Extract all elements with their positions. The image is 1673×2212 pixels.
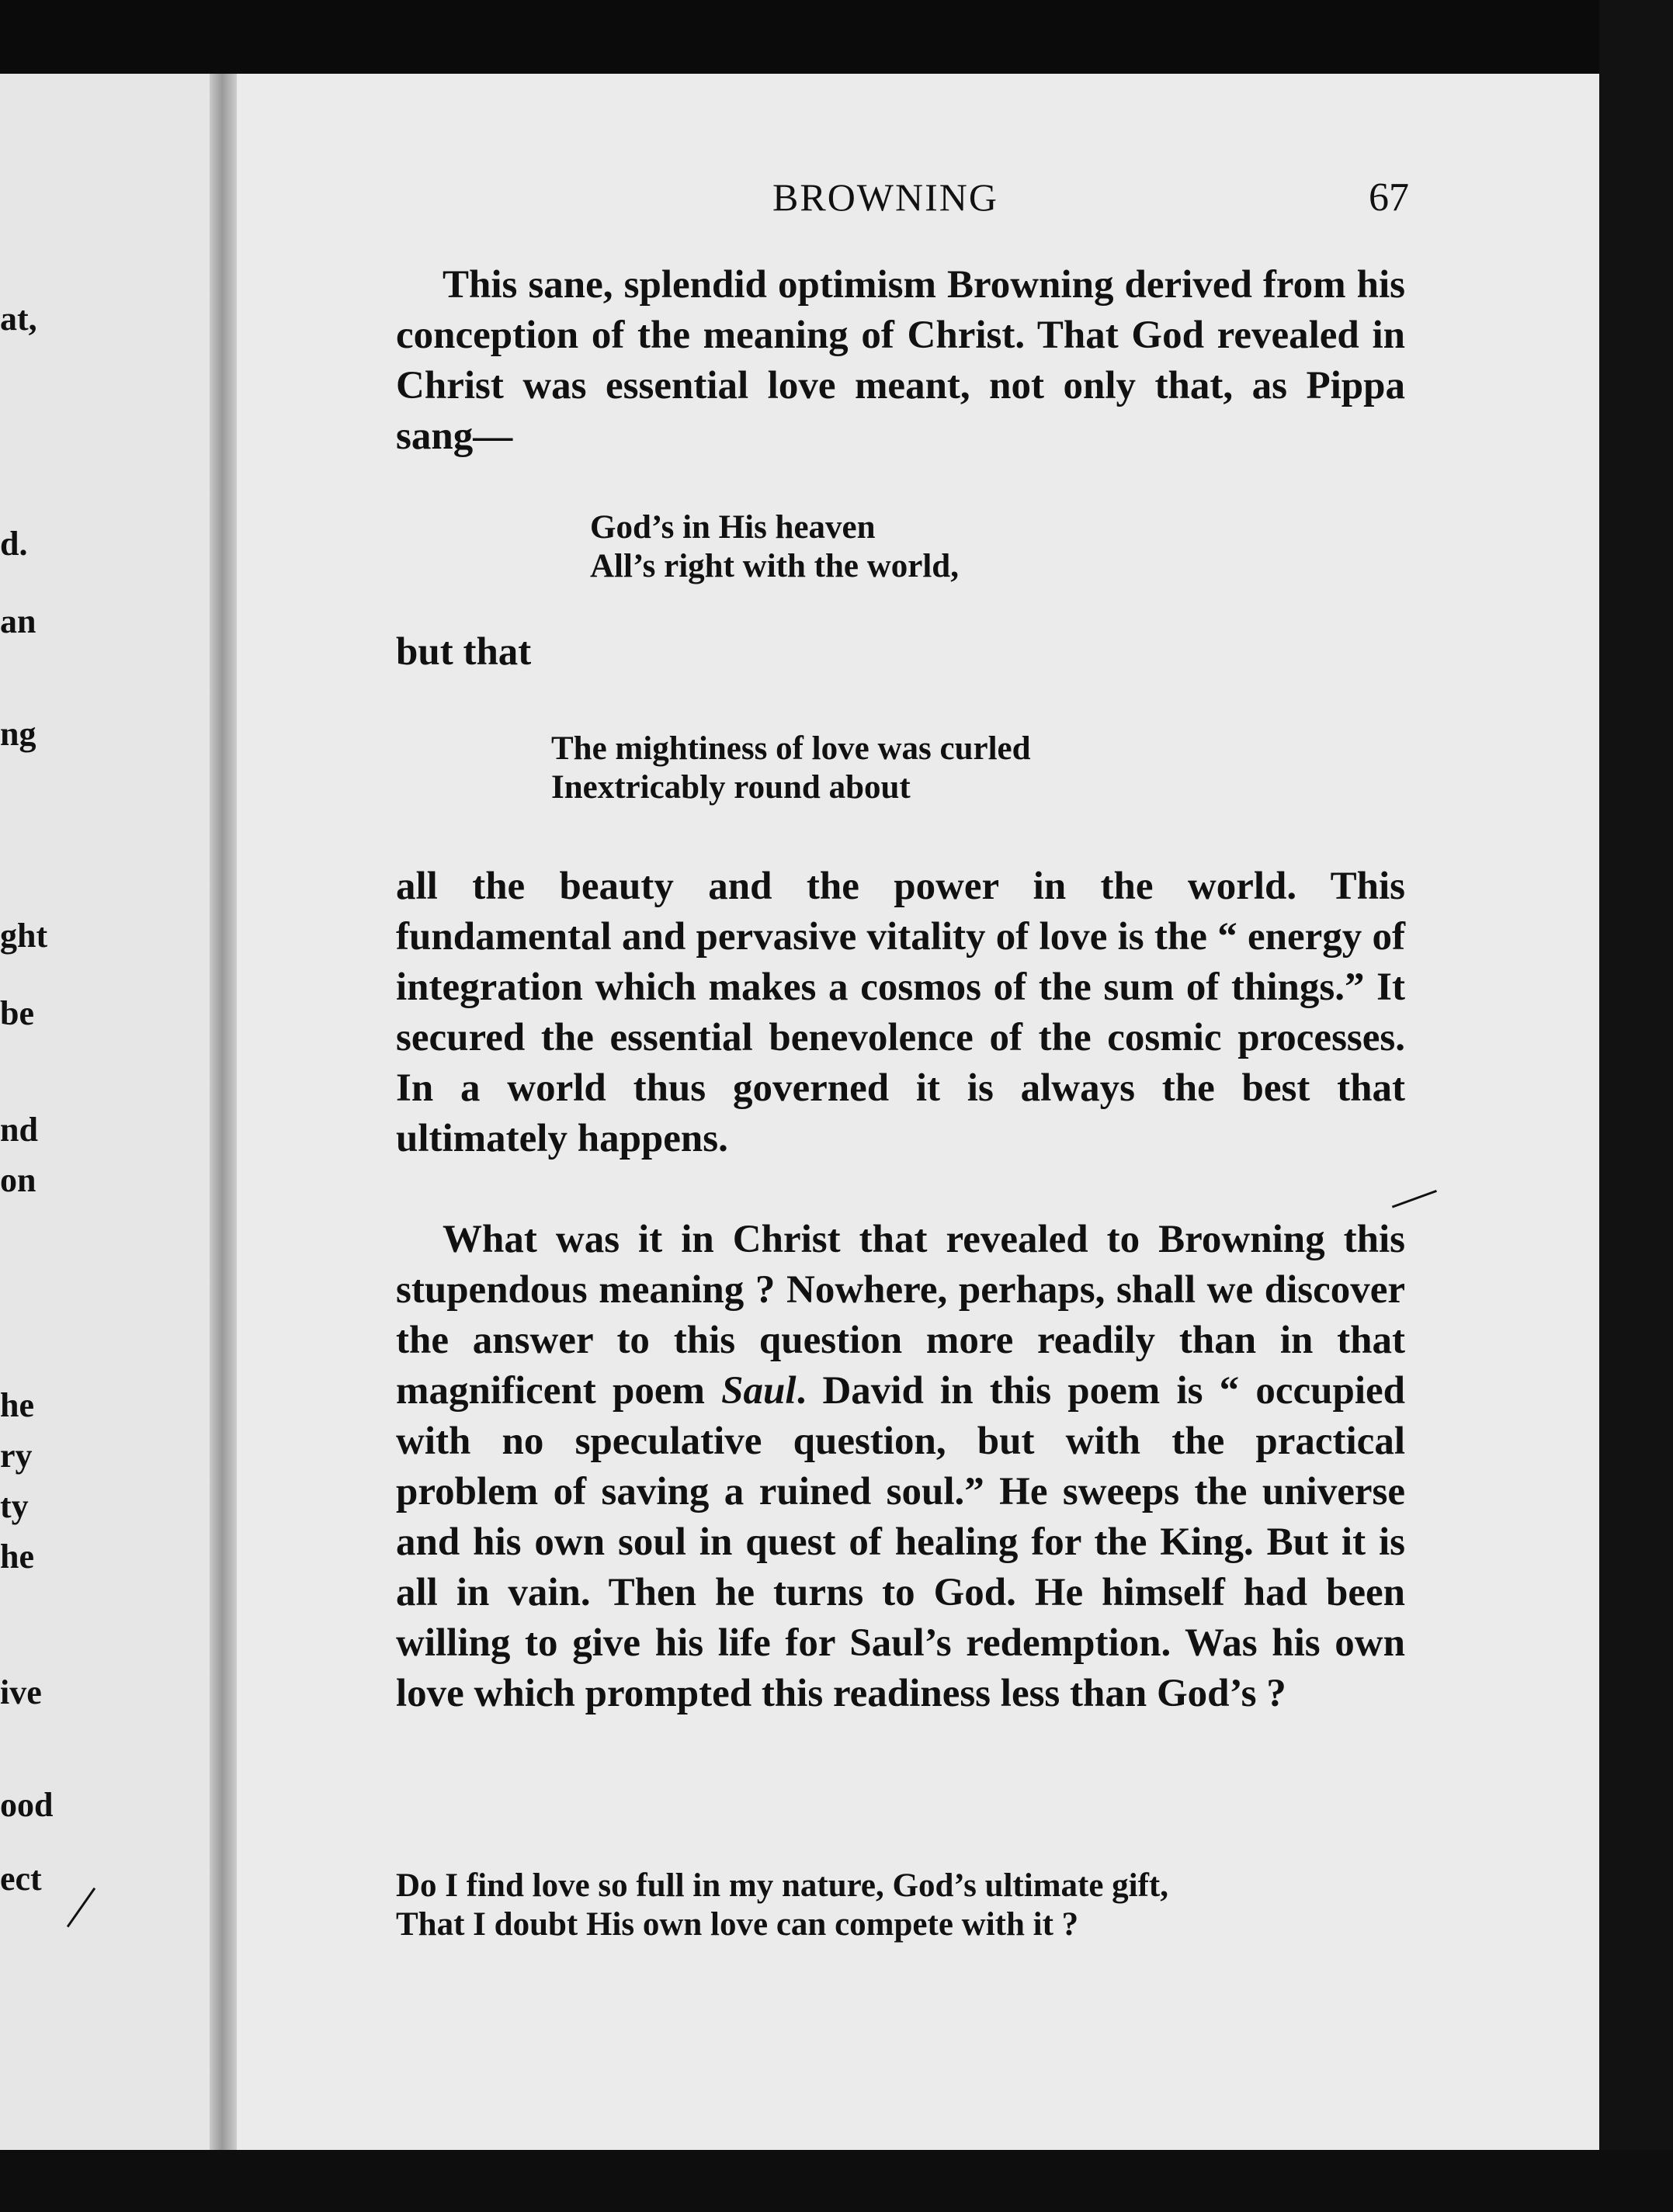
pencil-mark: — bbox=[1382, 1162, 1444, 1227]
scan-border-bottom bbox=[0, 2150, 1673, 2212]
verse-quote bbox=[551, 730, 1031, 807]
facing-page-fragment: on bbox=[0, 1161, 36, 1199]
facing-page-fragment: an bbox=[0, 602, 36, 640]
paragraph bbox=[396, 1215, 1405, 1719]
paragraph: but that bbox=[396, 630, 532, 674]
verse-quote bbox=[396, 1867, 1168, 1944]
facing-page-fragment: he bbox=[0, 1386, 34, 1424]
paragraph: This sane, splendid optimism Browning derived from his conception of the meaning of Christ. That God revealed in Christ was essential love meant, not only that, as Pippa sang— bbox=[396, 263, 1405, 458]
pencil-mark: — bbox=[43, 1870, 112, 1939]
book-gutter bbox=[210, 74, 241, 2154]
verse-line: Inextricably round about bbox=[551, 769, 911, 806]
facing-page-fragment: nd bbox=[0, 1111, 38, 1149]
facing-page-fragment: ive bbox=[0, 1673, 42, 1711]
facing-page-fragment: ght bbox=[0, 917, 48, 955]
facing-page-edge bbox=[0, 74, 221, 2154]
verse-line: The mightiness of love was curled bbox=[551, 730, 1031, 767]
verse-line: That I doubt His own love can compete with it ? bbox=[396, 1906, 1079, 1943]
facing-page-fragment: d. bbox=[0, 525, 28, 563]
scan-border-right bbox=[1599, 0, 1673, 2212]
paragraph-text: . David in this poem is “ occupied with no speculative question, but with the practical problem of saving a ruined soul.” He sweeps the universe and his own soul in quest of healing for the King. But it is all in vain. Then he turns to God. He himself had been willing to give his life for Saul’s redemption. Was his own love which prompted this readiness less than God’s ? bbox=[396, 1369, 1405, 1715]
paragraph-text: What was it in Christ that revealed to Browning this stupendous meaning ? Nowhere, perhaps, shall we discover the answer to this question more readily than in that magnificent poem bbox=[396, 1218, 1405, 1413]
facing-page-fragment: ect bbox=[0, 1860, 42, 1898]
page-header bbox=[772, 175, 1409, 229]
page-number: 67 bbox=[1369, 175, 1409, 220]
verse-line: God’s in His heaven bbox=[590, 509, 876, 546]
paragraph: all the beauty and the power in the world. This fundamental and pervasive vitality of love is the “ energy of integration which makes a cosmos of the sum of things.” It secured the essential benevolence of the cosmic processes. In a world thus governed it is always the best that ultimately happens. bbox=[396, 865, 1405, 1160]
facing-page-fragment: he bbox=[0, 1538, 34, 1576]
verse-quote bbox=[590, 508, 959, 586]
verse-line: All’s right with the world, bbox=[590, 548, 959, 584]
facing-page-fragment: ty bbox=[0, 1487, 29, 1525]
facing-page-fragment: be bbox=[0, 994, 34, 1032]
running-title: BROWNING bbox=[772, 175, 998, 219]
verse-line: Do I find love so full in my nature, God’s ultimate gift, bbox=[396, 1867, 1169, 1904]
poem-title: Saul bbox=[721, 1369, 797, 1413]
facing-page-fragment: ng bbox=[0, 715, 36, 753]
scan-border-top bbox=[0, 0, 1673, 81]
facing-page-fragment: ry bbox=[0, 1437, 33, 1475]
facing-page-fragment: at, bbox=[0, 300, 37, 338]
facing-page-fragment: ood bbox=[0, 1786, 54, 1824]
